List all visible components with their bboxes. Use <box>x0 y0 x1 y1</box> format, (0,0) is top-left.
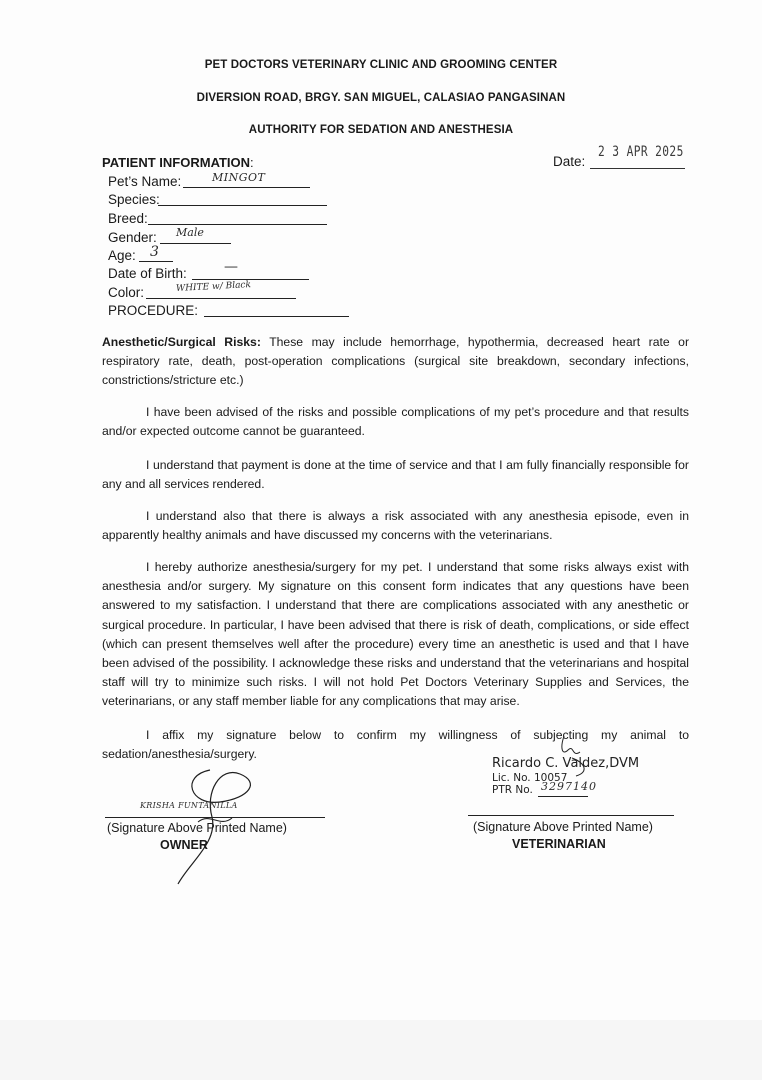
color-value: WHITE w/ Black <box>175 280 252 294</box>
vet-signature-line <box>468 815 674 816</box>
paragraph-authorization <box>102 558 689 712</box>
pet-name-label: Pet’s Name: <box>108 174 182 189</box>
color-label: Color: <box>108 285 145 300</box>
risks-label: Anesthetic/Surgical Risks: <box>102 335 261 349</box>
vet-role: VETERINARIAN <box>512 837 606 851</box>
vet-ptr-value: 3297140 <box>541 780 597 793</box>
dob-label: Date of Birth: <box>108 266 187 281</box>
paragraph-affix-signature-text: I affix my signature below to confirm my willingness of subjecting my animal to sedation/anesthesia/surgery. <box>102 728 689 762</box>
paragraph-risks-advised-text: I have been advised of the risks and possible complications of my pet’s procedure and that results and/or expected outcome cannot be guaranteed. <box>102 405 689 439</box>
vet-ptr-label: PTR No. <box>492 784 533 796</box>
gender-value: Male <box>176 226 204 239</box>
procedure-line <box>204 316 349 317</box>
age-line <box>139 261 173 262</box>
gender-line <box>160 243 231 244</box>
owner-printed-name: KRISHA FUNTANILLA <box>140 801 238 810</box>
scan-bottom-margin <box>0 1020 762 1080</box>
owner-role: OWNER <box>160 838 208 852</box>
risks-text: These may include hemorrhage, hypothermia, decreased heart rate or respiratory rate, death, post-operation complications (surgical site breakdown, secondary infections, constrictions/stricture etc.) <box>102 335 690 388</box>
paragraph-payment-text: I understand that payment is done at the time of service and that I am fully financially responsible for any and all services rendered. <box>102 458 689 492</box>
clinic-address: DIVERSION ROAD, BRGY. SAN MIGUEL, CALASIAO PANGASINAN <box>196 92 566 104</box>
pet-name-line <box>183 187 310 188</box>
vet-name: Ricardo C. Valdez,DVM <box>492 756 640 771</box>
vet-license: Lic. No. 10057 <box>492 772 568 784</box>
age-label: Age: <box>108 248 136 263</box>
age-value: 3 <box>150 244 159 260</box>
clinic-name: PET DOCTORS VETERINARY CLINIC AND GROOMING CENTER <box>204 59 558 71</box>
risks-paragraph <box>102 333 689 391</box>
patient-info-heading <box>102 155 254 170</box>
dob-value: — <box>224 259 238 275</box>
patient-info-colon: : <box>250 155 254 170</box>
species-label: Species: <box>108 192 160 207</box>
date-label: Date: <box>553 154 586 169</box>
breed-label: Breed: <box>108 211 148 226</box>
paragraph-payment <box>102 456 689 494</box>
patient-info-title: PATIENT INFORMATION <box>102 155 251 170</box>
pet-name-value: MINGOT <box>212 171 266 184</box>
color-line <box>146 298 296 299</box>
paragraph-anesthesia-risk <box>102 507 689 545</box>
owner-signature-caption: (Signature Above Printed Name) <box>107 821 287 835</box>
owner-signature-line <box>105 817 325 818</box>
species-line <box>158 205 327 206</box>
date-line <box>590 168 685 169</box>
form-title: AUTHORITY FOR SEDATION AND ANESTHESIA <box>248 124 514 136</box>
gender-label: Gender: <box>108 230 157 245</box>
vet-signature-caption: (Signature Above Printed Name) <box>473 820 653 834</box>
paragraph-anesthesia-risk-text: I understand also that there is always a risk associated with any anesthesia episode, even in apparently healthy animals and have discussed my concerns with the veterinarians. <box>102 509 689 543</box>
procedure-label: PROCEDURE: <box>108 303 199 318</box>
breed-line <box>148 224 327 225</box>
date-stamp: 2 3 APR 2025 <box>598 144 684 160</box>
vet-ptr-line <box>538 796 588 797</box>
paragraph-risks-advised <box>102 403 689 441</box>
paragraph-authorization-text: I hereby authorize anesthesia/surgery for my pet. I understand that some risks always exist with anesthesia and/or surgery. My signature on this consent form indicates that any questions have been answered to my satisfaction. I understand that there are complications associated with any anesthetic or surgical procedure. In particular, I have been advised that there is risk of death, complications, or side effect (which can present themselves well after the procedure) every time an anesthetic is used and that I have been advised of the possibility. I acknowledge these risks and understand that the veterinarians and hospital staff will try to minimize such risks. I will not hold Pet Doctors Veterinary Supplies and Services, the veterinarians, or any staff member liable for any complications that may arise. <box>102 560 689 709</box>
